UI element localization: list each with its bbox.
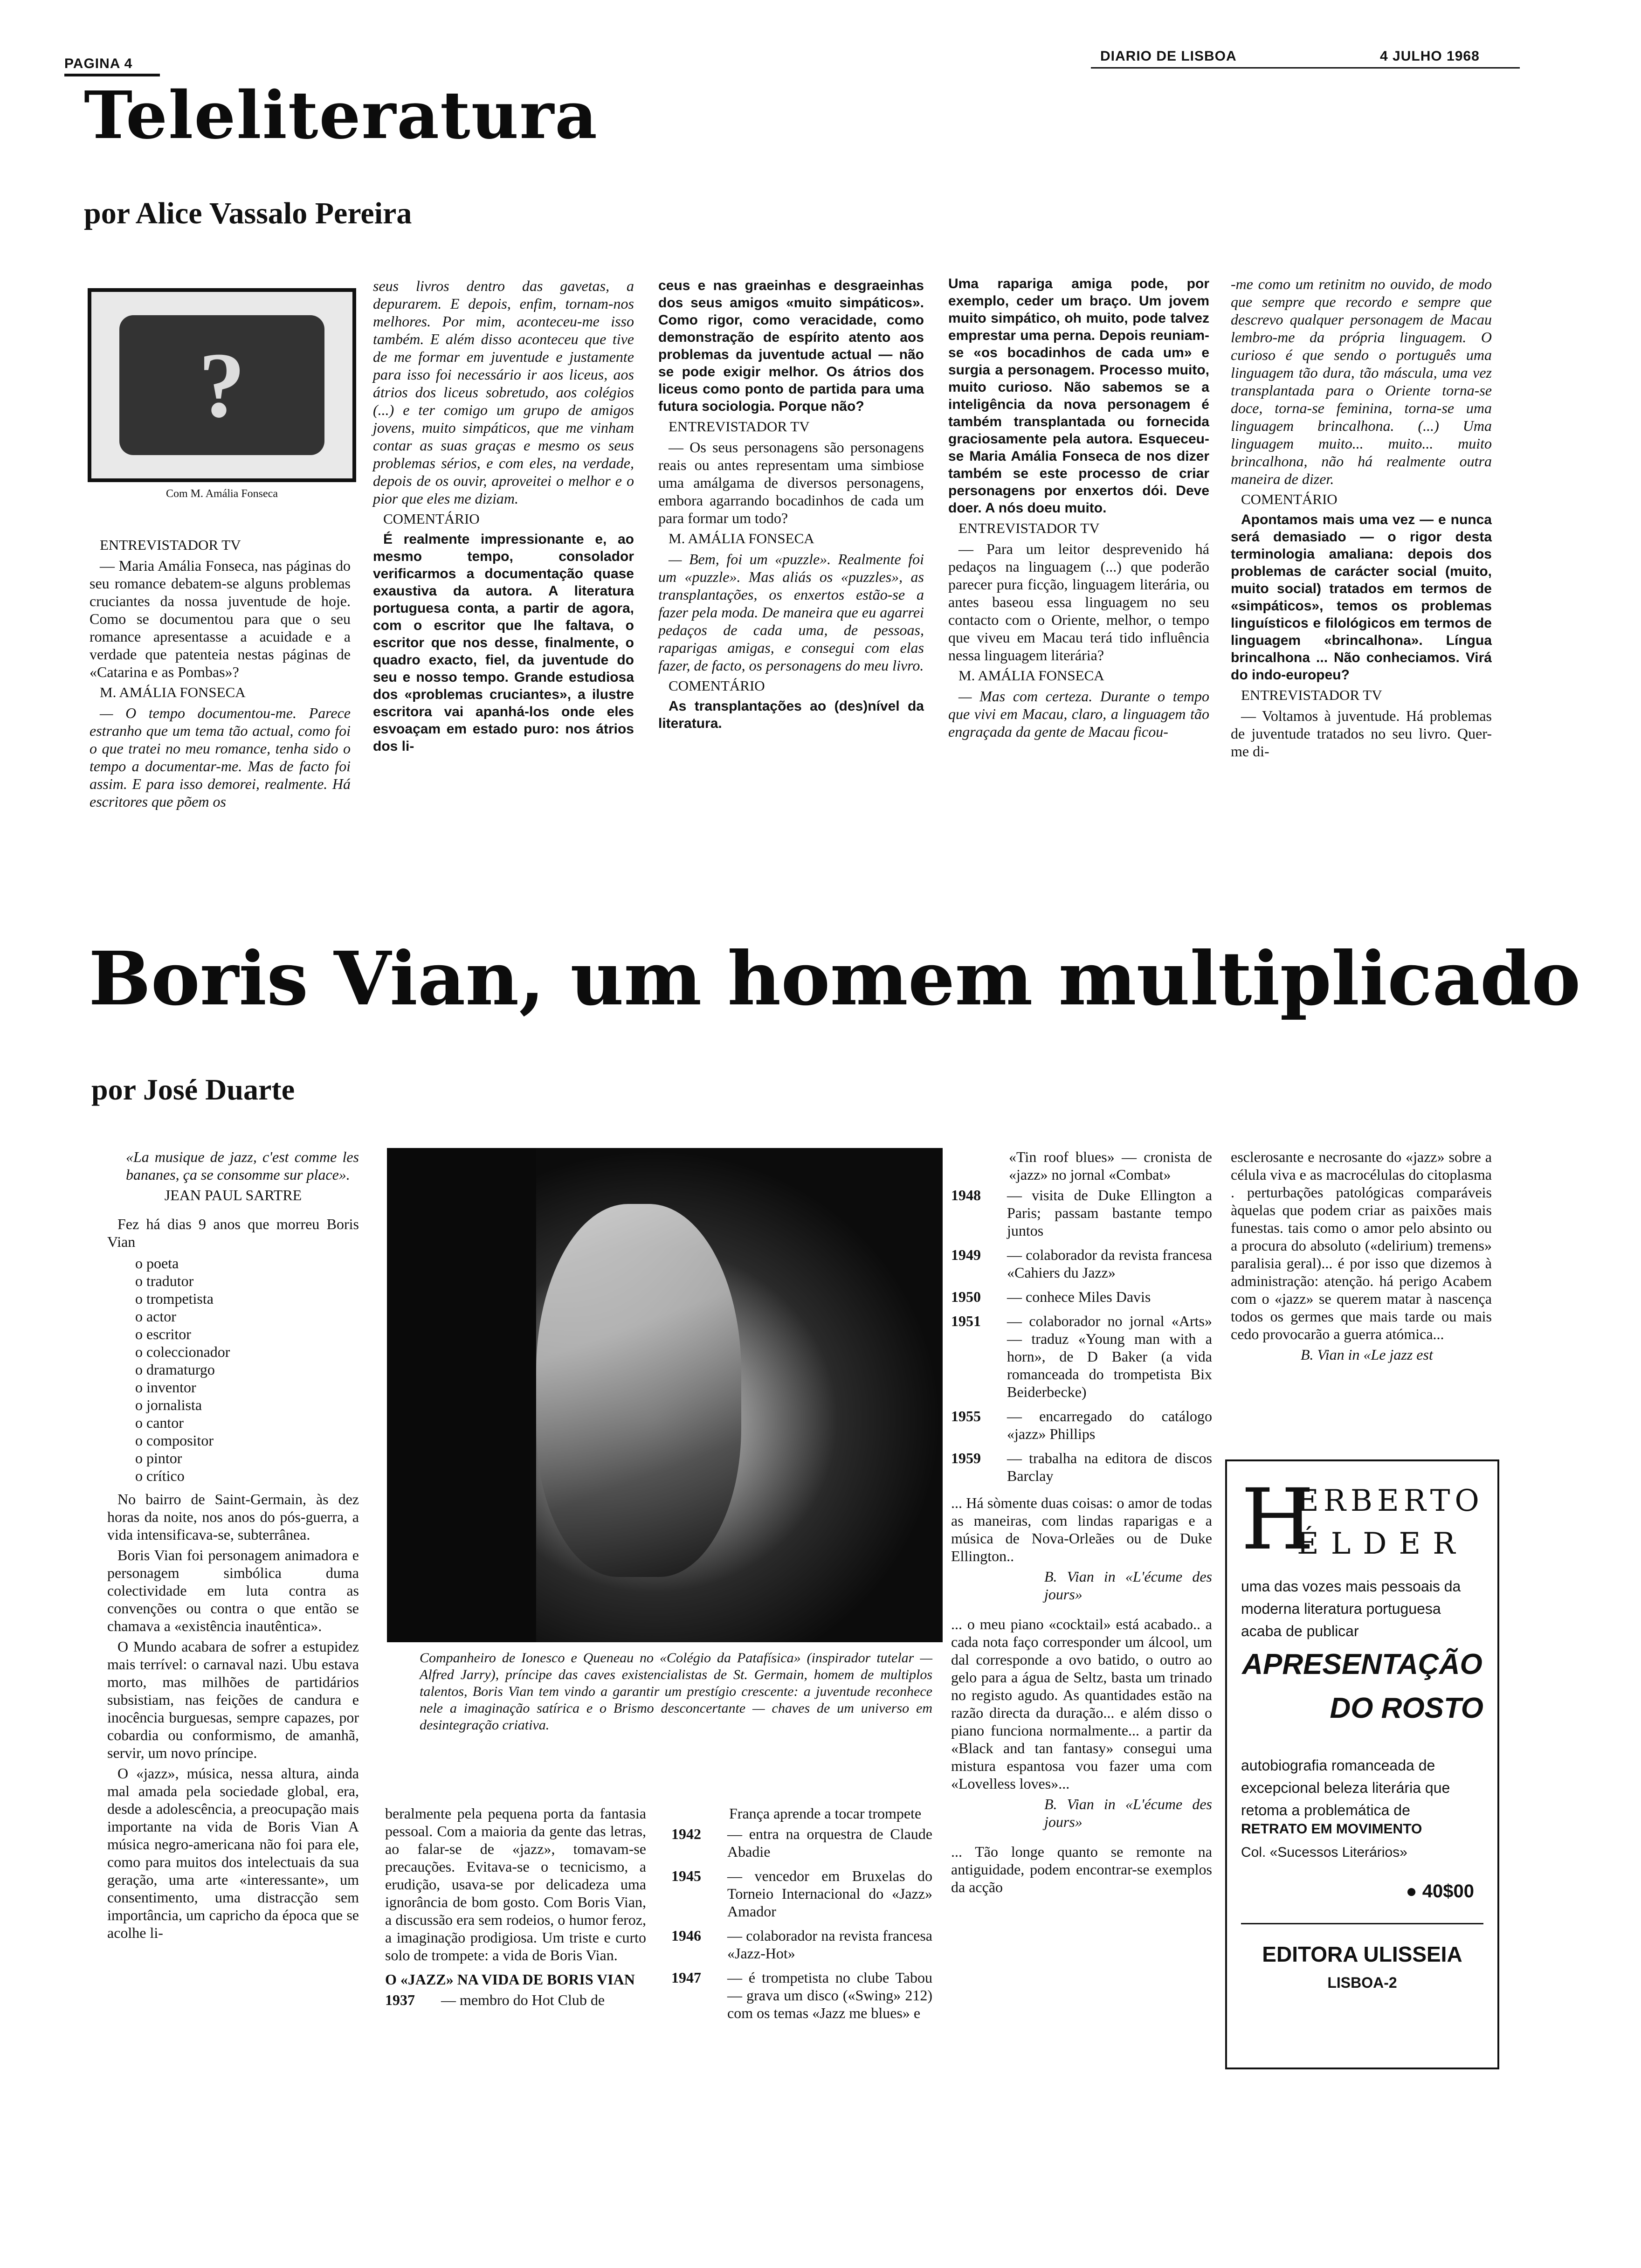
role-item: o poeta — [135, 1254, 359, 1272]
role-item: o crítico — [135, 1467, 359, 1485]
chronology-entry — [671, 1867, 932, 1920]
epigraph: «La musique de jazz, c'est comme les bananes, ça se consomme sur place». — [126, 1148, 359, 1183]
boris-vian-photo — [387, 1148, 943, 1642]
chronology-entry — [951, 1312, 1212, 1401]
ad-author-first: ERBERTO — [1297, 1484, 1484, 1518]
vian-quote-3: ... Tão longe quanto se remonte na antiguidade, podem encontrar-se exemplos da acção — [951, 1843, 1212, 1895]
chronology-text: — vencedor em Bruxelas do Torneio Internacional do «Jazz» Amador — [727, 1867, 932, 1920]
chronology-1948-1959 — [951, 1186, 1212, 1485]
article1-column-4 — [948, 275, 1209, 743]
section-label: ENTREVISTADOR TV — [958, 520, 1100, 536]
intro-line: Fez há dias 9 anos que morreu Boris Vian — [107, 1216, 359, 1250]
paragraph: — Para um leitor desprevenido há pedaços na linguagem (...) que poderão parecer pura ficção, linguagem literária, ou antes baseou essa linguagem no seu contacto com o Oriente, melhor, o tempo que viveu em Macau terá tido influência nessa linguagem literária? — [948, 540, 1209, 664]
paragraph: — Voltamos à juventude. Há problemas de juventude tratados no seu livro. Quer-me di- — [1231, 707, 1492, 760]
newspaper-name: DIARIO DE LISBOA — [1100, 48, 1237, 64]
role-item: o inventor — [135, 1378, 359, 1396]
chronology-text: — trabalha na editora de discos Barclay — [1007, 1450, 1212, 1484]
section-label: COMENTÁRIO — [383, 511, 480, 527]
chronology-1942-1947 — [671, 1825, 932, 2022]
article2-column-5 — [1231, 1148, 1492, 1366]
vian-source-2: B. Vian in «L'écume des jours» — [1044, 1796, 1212, 1830]
article2-column-1 — [107, 1148, 359, 1944]
page-number: PAGINA 4 — [64, 56, 133, 71]
article1-column-5 — [1231, 275, 1492, 763]
role-item: o dramaturgo — [135, 1361, 359, 1378]
paragraph: As transplantações ao (des)nível da literatura. — [658, 698, 924, 731]
chronology-year: 1948 — [951, 1187, 981, 1203]
article1-column-3 — [658, 277, 924, 735]
masthead-rule-right — [1091, 67, 1520, 69]
vian-source-1: B. Vian in «L'écume des jours» — [1044, 1568, 1212, 1603]
chronology-entry — [671, 1825, 932, 1860]
chronology-year: 1942 — [671, 1825, 701, 1842]
question-mark-icon: ? — [199, 333, 245, 437]
chronology-text: — é trompetista no clube Tabou — grava um disco («Swing» 212) com os temas «Jazz me blues» e — [727, 1969, 932, 2021]
chronology-entry — [951, 1407, 1212, 1443]
column4-top: «Tin roof blues» — cronista de «jazz» no jornal «Combat» — [1009, 1148, 1212, 1183]
paragraph: É realmente impressionante e, ao mesmo tempo, consolador verificarmos a documentação quase exaustiva da autora. A literatura portuguesa conta, a partir de agora, com o escritor que lhe faltava, o escritor que nos desse, finalmente, o quadro exacto, fiel, da juventude do seu e nosso tempo. Grande estudiosa dos «problemas cruciantes», a ilustre escritora vai apanhá-los onde eles esvoaçam em estado puro: nos átrios dos li- — [373, 532, 634, 754]
role-item: o cantor — [135, 1414, 359, 1431]
role-item: o tradutor — [135, 1272, 359, 1290]
column3-top: França aprende a tocar trompete — [729, 1805, 922, 1822]
paragraph: — Bem, foi um «puzzle». Realmente foi um «puzzle». Mas aliás os «puzzles», as transplantações, os enxertos estão-se a fazer pela moda. De maneira que eu agarrei pedaços de cada uma, de pessoas, raparigas amigas, e consegui com elas fazer, de facto, os personagens do meu livro. — [658, 551, 924, 674]
chronology-text: — encarregado do catálogo «jazz» Phillips — [1007, 1408, 1212, 1442]
paragraph: — Mas com certeza. Durante o tempo que vivi em Macau, claro, a linguagem tão engraçada da gente de Macau ficou- — [948, 688, 1209, 740]
paragraph: No bairro de Saint-Germain, às dez horas da noite, nos anos do pós-guerra, a vida intensificava-se, subterrânea. — [107, 1491, 359, 1543]
section-label: ENTREVISTADOR TV — [1241, 687, 1382, 703]
chronology-text: — colaborador na revista francesa «Jazz-Hot» — [727, 1927, 932, 1962]
chronology-entry — [671, 1969, 932, 2022]
role-item: o trompetista — [135, 1290, 359, 1307]
chronology-text: — conhece Miles Davis — [1007, 1288, 1151, 1305]
paragraph: -me como um retinitm no ouvido, de modo que sempre que recordo e sempre que descrevo qualquer personagem de Macau lembro-me da própria linguagem. O curioso é que sendo o português uma linguagem tão dura, tão máscula, uma vez transplantada para o Oriente torna-se doce, torna-se feminina, torna-se uma linguagem brincalhona. (...) Uma linguagem muito... muito... muito brincalhona, não há realmente outra maneira de dizer. — [1231, 276, 1492, 487]
chronology-text: — entra na orquestra de Claude Abadie — [727, 1825, 932, 1860]
article2-title: Boris Vian, um homem multiplicado — [89, 936, 1581, 1022]
chronology-entry — [951, 1186, 1212, 1239]
role-item: o pintor — [135, 1449, 359, 1467]
book-advertisement — [1225, 1459, 1499, 2069]
chronology-year: 1955 — [951, 1408, 981, 1424]
ad-publisher: EDITORA ULISSEIA — [1262, 1942, 1462, 1966]
photo2-caption: Companheiro de Ionesco e Queneau no «Colégio da Patafísica» (inspirador tutelar — Alfred Jarry), príncipe das caves existencialistas de St. Germain, homem de multiplos talentos, Boris Vian tem vindo a garantir um prestígio crescente: a juventude reconhece nele a imaginação satírica e o Brismo desconcertante — chaves de um universo em desintegração criativa. — [420, 1650, 932, 1733]
paragraph: O «jazz», música, nessa altura, ainda mal amada pela sociedade global, era, desde a adolescência, a preocupação mais importante na vida de Boris Vian A música negro-americana não foi para ele, como para muitos dos intelectuais da sua geração, uma arte «interessante», um consentimento, uma distracção sem importância, um capricho da época que se acolhe li- — [107, 1765, 359, 1941]
chronology-start — [385, 1991, 646, 2009]
ad-book-title-1: APRESENTAÇÃO — [1242, 1648, 1482, 1680]
chronology-entry — [951, 1288, 1212, 1306]
section-label: M. AMÁLIA FONSECA — [100, 684, 246, 700]
role-item: o escritor — [135, 1325, 359, 1343]
epigraph-author: JEAN PAUL SARTRE — [164, 1187, 302, 1203]
ad-collection: Col. «Sucessos Literários» — [1241, 1845, 1407, 1860]
article2-byline: por José Duarte — [91, 1073, 295, 1106]
ad-description: autobiografia romanceada de excepcional beleza literária que retoma a problemática de — [1241, 1757, 1450, 1819]
article-byline: por Alice Vassalo Pereira — [84, 196, 412, 230]
article-title: Teleliteratura — [84, 77, 598, 154]
paragraph: O Mundo acabara de sofrer a estupidez mais terrível: o carnaval nazi. Ubu estava morto, mas milhões de partidários subsistiam, nas feições de candura e inocência burguesas, sempre capazes, por cobardia ou conformismo, de amanhã, servir, um novo príncipe. — [107, 1638, 359, 1761]
tv-screen-photo — [88, 288, 356, 482]
section-label: M. AMÁLIA FONSECA — [669, 530, 814, 546]
article1-column-1 — [90, 536, 351, 813]
section-label: M. AMÁLIA FONSECA — [958, 667, 1104, 684]
column2-text: beralmente pela pequena porta da fantasia pessoal. Com a maioria da gente das letras, ao falar-se de «jazz», tomavam-se precauções. Evitava-se o tecnicismo, a erudição, usava-se por delicadeza uma ignorância de bom gosto. Com Boris Vian, a discussão era sem rodeios, o humor feroz, a imaginação prodigiosa. Um triste e curto solo de trompete: a vida de Boris Vian. — [385, 1805, 646, 1964]
tv-screen — [119, 315, 324, 455]
ad-book-title-2: DO ROSTO — [1330, 1692, 1483, 1724]
ad-lead: uma das vozes mais pessoais da moderna literatura portuguesa acaba de publicar — [1241, 1578, 1461, 1639]
chronology-year: 1946 — [671, 1927, 701, 1944]
paragraph: — Maria Amália Fonseca, nas páginas do seu romance debatem-se alguns problemas cruciantes da nossa juventude de hoje. Como se documentou para que o seu romance apresentasse a acuidade e a verdade que patenteia nestas páginas de «Catarina e as Pombas»? — [90, 557, 351, 680]
article2-column-4 — [951, 1148, 1212, 1899]
paragraph: Uma rapariga amiga pode, por exemplo, ceder um braço. Um jovem muito simpático, oh muito, pode talvez emprestar uma perna. Depois reuniam-se «os bocadinhos de cada um» e surgia a personagem. Processo muito, muito curioso. Não sabemos se a inteligência da nova personagem é também transplantada ou fornecida graciosamente pela autora. Esqueceu-se Maria Amália Fonseca de nos dizer também se este processo de criar personagens por enxertos dói. Deve doer. A nós doeu muito. — [948, 276, 1209, 516]
role-item: o jornalista — [135, 1396, 359, 1414]
vian-quote-1: ... Há sòmente duas coisas: o amor de todas as maneiras, com lindas raparigas e a música de Nova-Orleães ou de Duke Ellington.. — [951, 1494, 1212, 1564]
chronology-text: — colaborador no jornal «Arts» — traduz «Young man with a horn», de D Baker (a vida romanceada do trompetista Bix Beiderbecke) — [1007, 1313, 1212, 1400]
portrait-shadow — [387, 1148, 536, 1642]
article2-column-3 — [671, 1805, 932, 2028]
role-item: o coleccionador — [135, 1343, 359, 1361]
chronology-entry — [671, 1927, 932, 1962]
portrait-face — [536, 1204, 741, 1577]
section-label: ENTREVISTADOR TV — [100, 537, 241, 553]
chronology-year: 1959 — [951, 1450, 981, 1466]
paragraph: Apontamos mais uma vez — e nunca será demasiado — o rigor desta terminologia amaliana: depois dos problemas de carácter social (muito, muito social) tratados em termos de «simpáticos», temos os problemas linguísticos e filológicos em termos de linguagem «brincalhona». Língua brincalhona ... Não conheciamos. Virá do indo-europeu? — [1231, 512, 1492, 683]
role-item: o actor — [135, 1307, 359, 1325]
article2-column-2 — [385, 1805, 646, 2015]
chronology-year: 1951 — [951, 1313, 981, 1329]
ad-initial: H — [1241, 1471, 1314, 1569]
issue-date: 4 JULHO 1968 — [1380, 48, 1480, 64]
vian-quote-4: esclerosante e necrosante do «jazz» sobre a célula viva e as macrocélulas do citoplasma . perturbações patológicas comparáveis àquelas que podem criar as paixões mais funestas. tais como o amor pelo absinto ou a procura do absoluto («delirium) tremens» paralisia geral)... é por isso que dizemos à administração: atenção. há perigo Acabem com o «jazz» se querem matar à nascença todos os germes que mais tarde ou mais cedo provocarão a guerra atómica... — [1231, 1148, 1492, 1342]
section-label: COMENTÁRIO — [1241, 491, 1338, 507]
masthead-rule-left — [64, 74, 160, 76]
chronology-year: 1949 — [951, 1246, 981, 1263]
article1-column-2 — [373, 277, 634, 758]
ad-divider — [1241, 1923, 1483, 1924]
chronology-year: 1950 — [951, 1288, 981, 1305]
ad-reference: RETRATO EM MOVIMENTO — [1241, 1821, 1422, 1837]
paragraph: — O tempo documentou-me. Parece estranho que um tema tão actual, como foi o que tratei no meu romance, tenha sido o tempo a documentar-me. Mas de facto foi assim. E para isso demorei, realmente. Há escritores que põem os — [90, 705, 351, 810]
paragraph: ceus e nas graeinhas e desgraeinhas dos seus amigos «muito simpáticos». Como rigor, como veracidade, como demonstração de espírito atento aos problemas da juventude actual — não se pode exigir melhor. Os átrios dos liceus como ponto de partida para uma futura sociologia. Porque não? — [658, 278, 924, 414]
vian-source-3: B. Vian in «Le jazz est — [1301, 1346, 1433, 1363]
ad-price: ● 40$00 — [1406, 1881, 1474, 1902]
ad-author-last: ÉLDER — [1297, 1527, 1468, 1561]
chronology-entry — [951, 1246, 1212, 1281]
chronology-entry — [385, 1991, 646, 2009]
chronology-text: — membro do Hot Club de — [441, 1991, 605, 2008]
role-item: o compositor — [135, 1431, 359, 1449]
chronology-year: 1937 — [385, 1991, 415, 2008]
paragraph: Boris Vian foi personagem animadora e personagem simbólica duma colectividade em luta contra as convenções ou contra o que então se chamava a «existência inautêntica». — [107, 1547, 359, 1634]
paragraph: seus livros dentro das gavetas, a depurarem. E depois, enfim, tornam-nos melhores. Por mim, aconteceu-me isso também. E além disso aconteceu que tive de me formar em juventude e justamente para isso foi necessário ir aos liceus, aos átrios dos liceus sobretudo, aos colégios (...) e ter comigo um grupo de amigos jovens, muito simpáticos, que me vinham contar as suas graças e mesmo os seus problemas sérios, e com eles, na verdade, depois de os ouvir, aproveitei o melhor e o pior que eles me diziam. — [373, 277, 634, 507]
article2-body — [107, 1490, 359, 1942]
jazz-section-heading: O «JAZZ» NA VIDA DE BORIS VIAN — [385, 1971, 635, 1988]
vian-quote-2: ... o meu piano «cocktail» está acabado.. a cada nota faço corresponder um álcool, um dal corresponde a ovo batido, o outro ao gelo para a água de Seltz, basta um trinado no registo agudo. As quantidades estão na razão directa da duração... e além disso o piano funciona normalmente... a partir da «Black and tan fantasy» consegui uma mistura espantosa vou fazer uma com «Lovelless loves»... — [951, 1616, 1212, 1792]
paragraph: — Os seus personagens são personagens reais ou antes representam uma simbiose uma amálgama de diversos personagens, embora agarrando bocadinhos de cada um para formar um todo? — [658, 439, 924, 526]
chronology-year: 1947 — [671, 1969, 701, 1986]
section-label: ENTREVISTADOR TV — [669, 418, 810, 435]
ad-city: LISBOA-2 — [1327, 1974, 1397, 1991]
chronology-text: — colaborador da revista francesa «Cahiers du Jazz» — [1007, 1246, 1212, 1281]
section-label: COMENTÁRIO — [669, 678, 765, 694]
roles-list — [135, 1254, 359, 1485]
chronology-entry — [951, 1449, 1212, 1485]
photo-caption: Com M. Amália Fonseca — [166, 488, 278, 500]
chronology-text: — visita de Duke Ellington a Paris; passam bastante tempo juntos — [1007, 1187, 1212, 1239]
chronology-year: 1945 — [671, 1867, 701, 1884]
